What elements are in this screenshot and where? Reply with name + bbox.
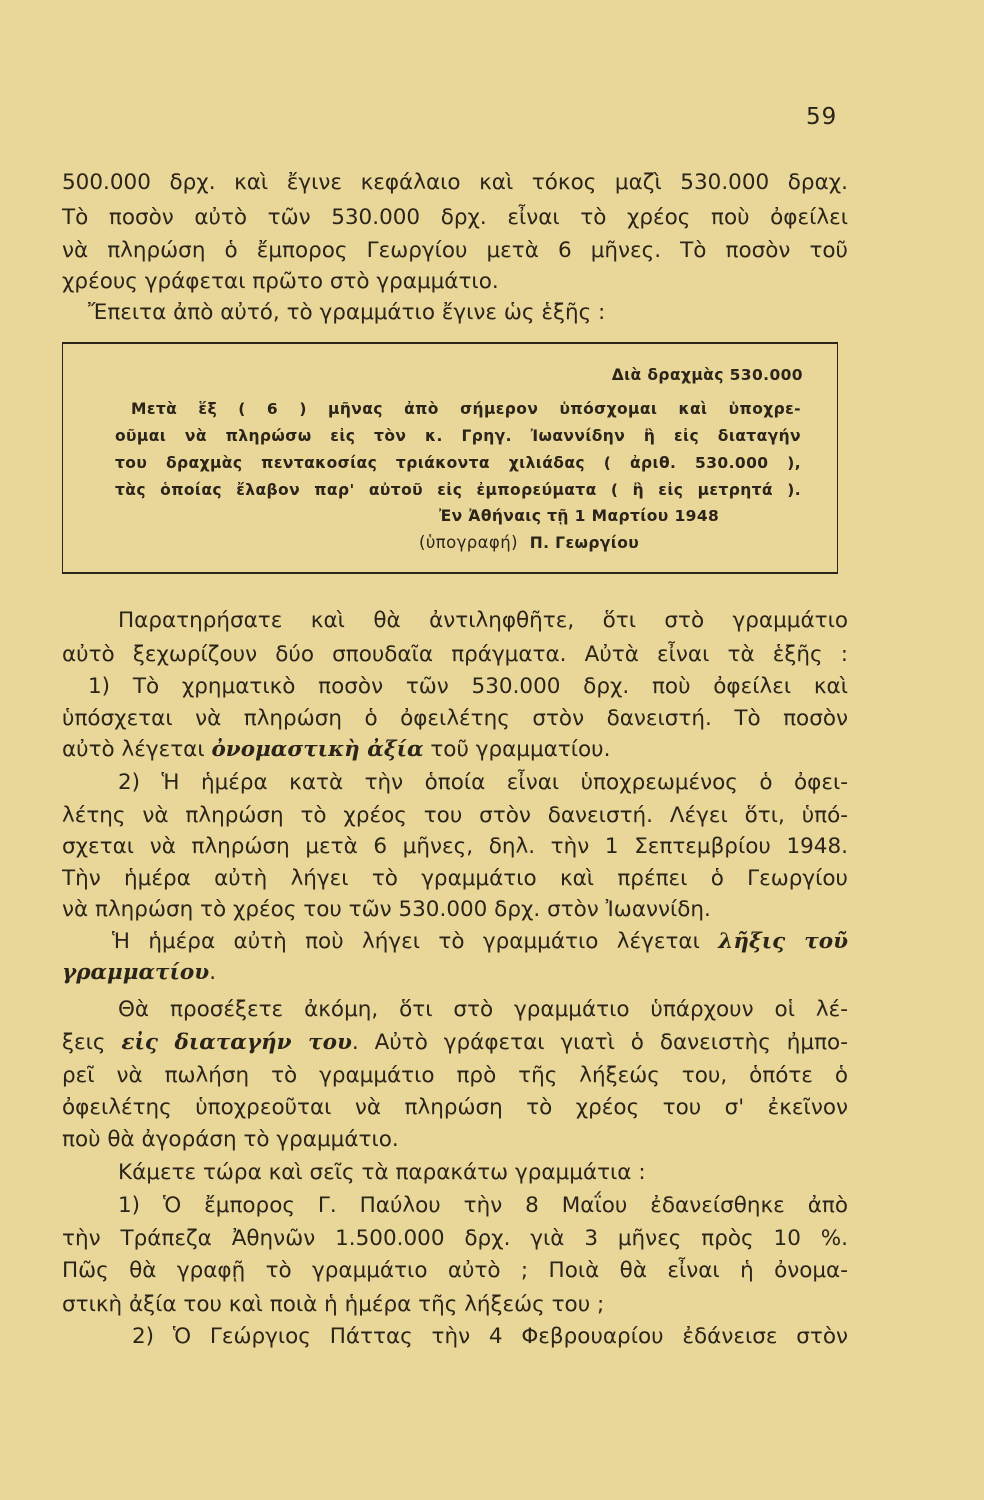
signature-label: (ὑπογραφή) [419, 533, 518, 552]
page-number: 59 [806, 104, 838, 130]
note-line-3: του δραχμὰς πεντακοσίας τριάκοντα χιλιάδας ( ἀριθ. 530.000 ), [115, 454, 801, 472]
item2-line-3: σχεται νὰ πληρώση μετὰ 6 μῆνες, δηλ. τὴν 1 Σεπτεμβρίου 1948. [62, 834, 848, 859]
para3-line-2 [62, 1028, 848, 1058]
item2-line-5: νὰ πληρώση τὸ χρέος του τῶν 530.000 δρχ. στὸν Ἰωαννίδη. [62, 897, 711, 922]
exercises-intro: Κάμετε τώρα καὶ σεῖς τὰ παρακάτω γραμμάτια : [118, 1160, 646, 1185]
para3-line-2-pre: ξεις [62, 1030, 122, 1055]
signature-name: Π. Γεωργίου [529, 534, 640, 552]
para2-line-1: Παρατηρήσατε καὶ θὰ ἀντιληφθῆτε, ὅτι στὸ γραμμάτιο [118, 608, 848, 633]
item2-line-6 [112, 927, 848, 957]
para1-line-4: χρέους γράφεται πρῶτο στὸ γραμμάτιο. [62, 269, 499, 294]
exercise-2-line-1: 2) Ὁ Γεώργιος Πάττας τὴν 4 Φεβρουαρίου ἐδάνεισε στὸν [132, 1324, 848, 1349]
para3-line-1: Θὰ προσέξετε ἀκόμη, ὅτι στὸ γραμμάτιο ὑπάρχουν οἱ λέ- [118, 997, 848, 1022]
item2-line-2: λέτης νὰ πληρώση τὸ χρέος του στὸν δανειστή. Λέγει ὅτι, ὑπό- [62, 803, 848, 828]
item2-line-6-pre: Ἡ ἡμέρα αὐτὴ ποὺ λήγει τὸ γραμμάτιο λέγεται [112, 929, 719, 954]
note-line-2: οῦμαι νὰ πληρώσω εἰς τὸν κ. Γρηγ. Ἰωαννίδην ἢ εἰς διαταγήν [115, 427, 801, 445]
item1-line-3-post: τοῦ γραμματίου. [423, 737, 611, 762]
para1-line-5: Ἔπειτα ἀπὸ αὐτό, τὸ γραμμάτιο ἔγινε ὡς ἑξῆς : [88, 300, 606, 325]
term-nominal-value: ὀνομαστικὴ ἀξία [211, 737, 424, 762]
note-line-1: Μετὰ ἕξ ( 6 ) μῆνας ἀπὸ σήμερον ὑπόσχομαι καὶ ὑποχρε- [131, 400, 801, 418]
exercise-1-line-2: τὴν Τράπεζα Ἀθηνῶν 1.500.000 δρχ. γιὰ 3 μῆνες πρὸς 10 %. [62, 1226, 848, 1251]
item2-line-7-post: . [209, 960, 217, 985]
exercise-1-line-1: 1) Ὁ ἔμπορος Γ. Παύλου τὴν 8 Μαΐου ἐδανείσθηκε ἀπὸ [118, 1193, 848, 1218]
para1-line-1: 500.000 δρχ. καὶ ἔγινε κεφάλαιο καὶ τόκος μαζὶ 530.000 δραχ. [62, 170, 848, 195]
item2-line-7 [62, 958, 848, 988]
note-place-date: Ἐν Ἀθήναις τῇ 1 Μαρτίου 1948 [439, 507, 720, 525]
promissory-note-box [62, 342, 838, 574]
item1-line-3 [62, 735, 848, 765]
para3-line-4: ὀφειλέτης ὑποχρεοῦται νὰ πληρώση τὸ χρέος του σ' ἐκεῖνον [62, 1095, 848, 1120]
item1-line-1: 1) Τὸ χρηματικὸ ποσὸν τῶν 530.000 δρχ. ποὺ ὀφείλει καὶ [88, 674, 848, 699]
term-maturity: λῆξις τοῦ [718, 929, 848, 954]
exercise-1-line-3: Πῶς θὰ γραφῇ τὸ γραμμάτιο αὐτὸ ; Ποιὰ θὰ εἶναι ἡ ὀνομα- [62, 1258, 848, 1283]
exercise-1-line-4: στικὴ ἀξία του καὶ ποιὰ ἡ ἡμέρα τῆς λήξεώς του ; [62, 1292, 605, 1317]
term-to-order: εἰς διαταγήν του [121, 1030, 352, 1055]
item1-line-3-pre: αὐτὸ λέγεται [62, 737, 212, 762]
term-maturity-cont: γραμματίου [62, 960, 210, 985]
para2-line-2: αὐτὸ ξεχωρίζουν δύο σπουδαῖα πράγματα. Αὐτὰ εἶναι τὰ ἑξῆς : [62, 642, 848, 667]
para1-line-3: νὰ πληρώση ὁ ἔμπορος Γεωργίου μετὰ 6 μῆνες. Τὸ ποσὸν τοῦ [62, 238, 848, 263]
note-amount: Διὰ δραχμὰς 530.000 [611, 366, 803, 384]
para1-line-2: Τὸ ποσὸν αὐτὸ τῶν 530.000 δρχ. εἶναι τὸ χρέος ποὺ ὀφείλει [62, 205, 848, 230]
note-line-4: τὰς ὁποίας ἔλαβον παρ' αὐτοῦ εἰς ἐμπορεύματα ( ἢ εἰς μετρητά ). [115, 481, 801, 499]
item1-line-2: ὑπόσχεται νὰ πληρώση ὁ ὀφειλέτης στὸν δανειστή. Τὸ ποσὸν [62, 706, 848, 731]
para3-line-2-post: . Αὐτὸ γράφεται γιατὶ ὁ δανειστὴς ἠμπο- [351, 1030, 848, 1055]
item2-line-1: 2) Ἡ ἡμέρα κατὰ τὴν ὁποία εἶναι ὑποχρεωμένος ὁ ὀφει- [118, 770, 848, 795]
para3-line-5: ποὺ θὰ ἀγοράση τὸ γραμμάτιο. [62, 1127, 399, 1152]
para3-line-3: ρεῖ νὰ πωλήση τὸ γραμμάτιο πρὸ τῆς λήξεώς του, ὁπότε ὁ [62, 1063, 848, 1088]
item2-line-4: Τὴν ἡμέρα αὐτὴ λήγει τὸ γραμμάτιο καὶ πρέπει ὁ Γεωργίου [62, 866, 848, 891]
note-signature [419, 533, 639, 552]
